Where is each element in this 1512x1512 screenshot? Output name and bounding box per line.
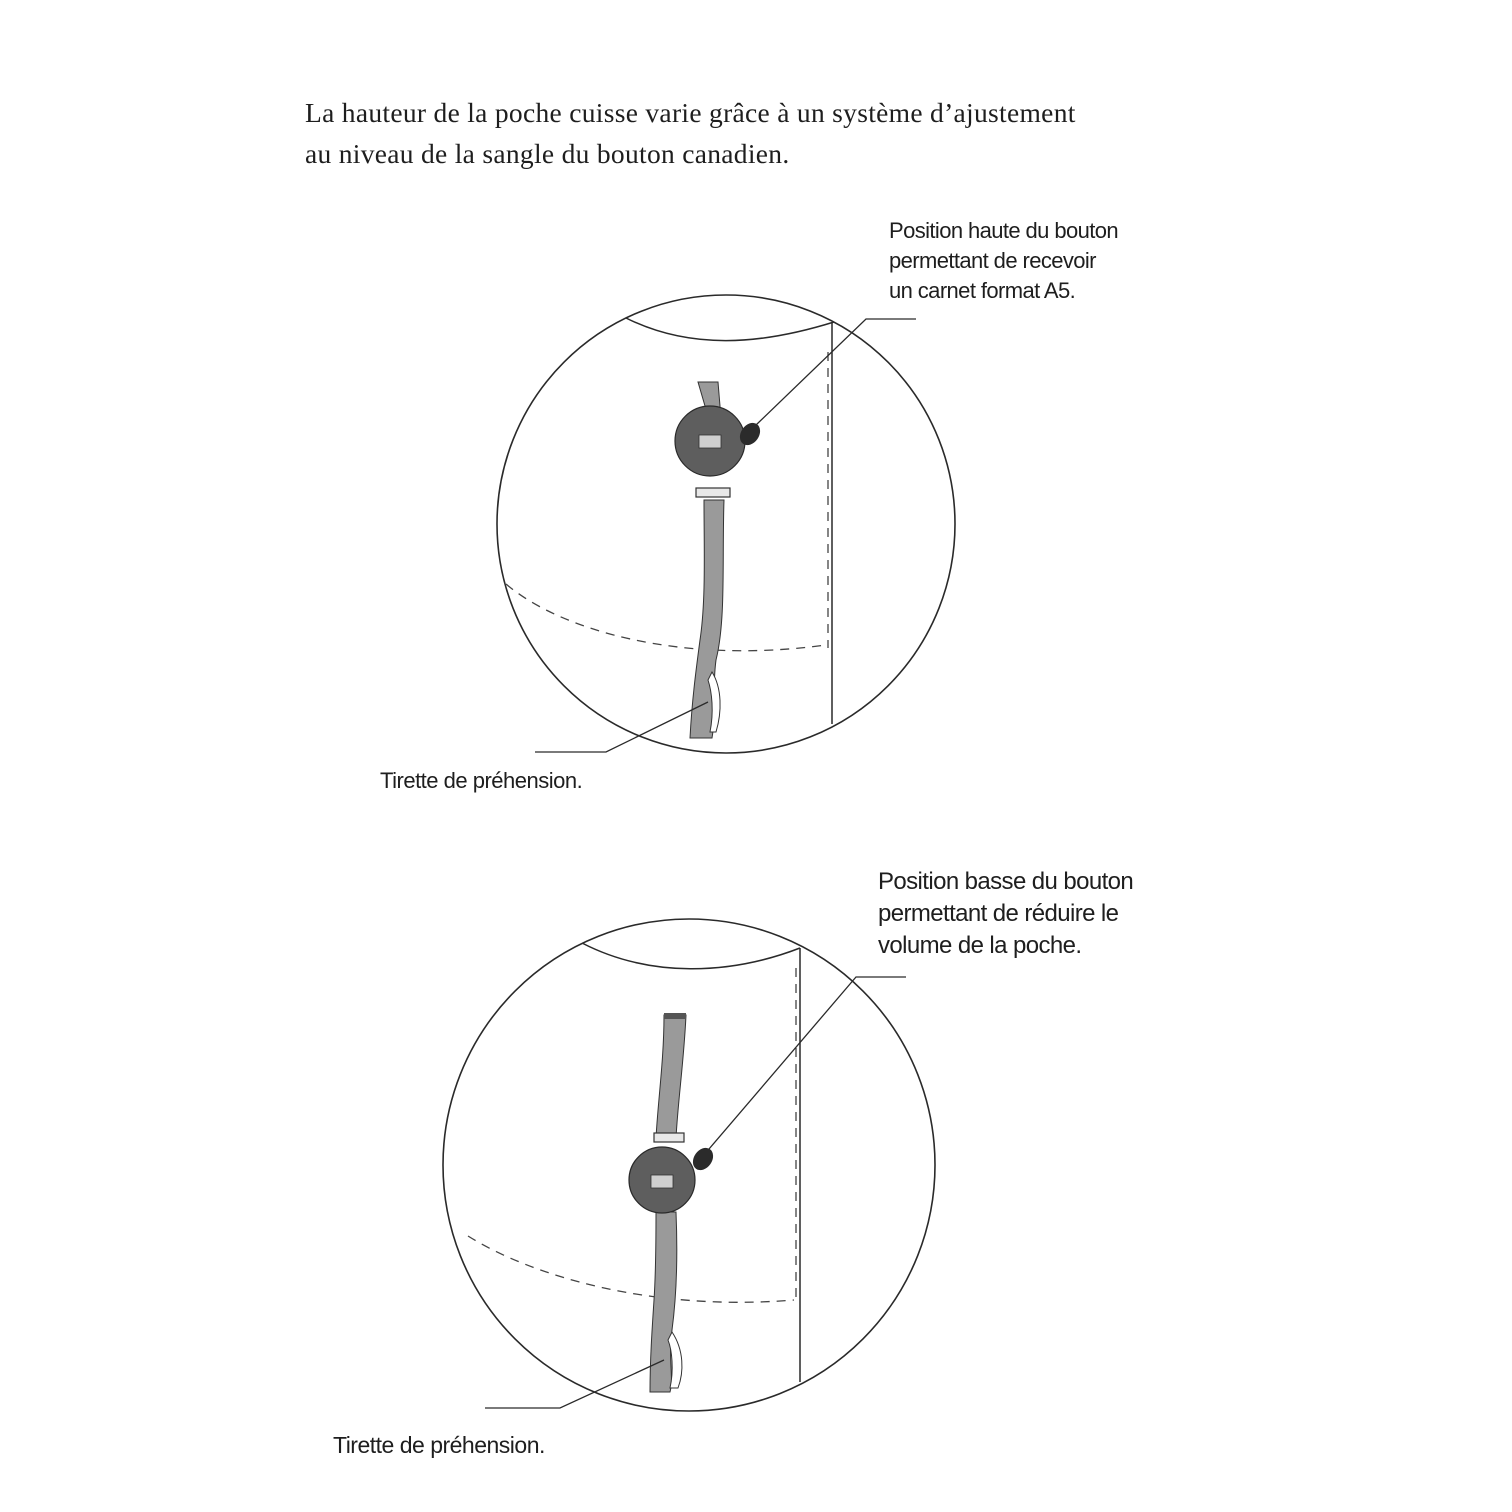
bottom-callout-line-2: permettant de réduire le: [878, 900, 1119, 927]
top-callout-line-2: permettant de recevoir: [889, 248, 1096, 273]
bottom-callout-line-1: Position basse du bouton: [878, 868, 1134, 895]
intro-line-2: au niveau de la sangle du bouton canadien.: [305, 138, 790, 169]
top-callout-label: [889, 216, 1118, 306]
bottom-button-center-slot: [651, 1175, 673, 1188]
bottom-grip-label: Tirette de préhension.: [333, 1432, 545, 1458]
bottom-dashed-pocket-bottom: [468, 1236, 794, 1302]
top-grip-label: Tirette de préhension.: [380, 768, 583, 793]
bottom-strap-keeper: [654, 1133, 684, 1142]
bottom-pocket-opening-edge: [582, 943, 800, 969]
bottom-strap-upper: [656, 1015, 686, 1138]
bottom-callout-label: [878, 866, 1133, 962]
bottom-callout-line-3: volume de la poche.: [878, 932, 1082, 959]
intro-line-1: La hauteur de la poche cuisse varie grâce à un système d’ajustement: [305, 97, 1076, 128]
top-callout-line-1: Position haute du bouton: [889, 218, 1119, 243]
bottom-grip-leader: [485, 1360, 664, 1408]
bottom-strap-top-end: [664, 1013, 686, 1019]
top-callout-line-3: un carnet format A5.: [889, 278, 1076, 303]
bottom-callout-leader: [709, 977, 906, 1149]
